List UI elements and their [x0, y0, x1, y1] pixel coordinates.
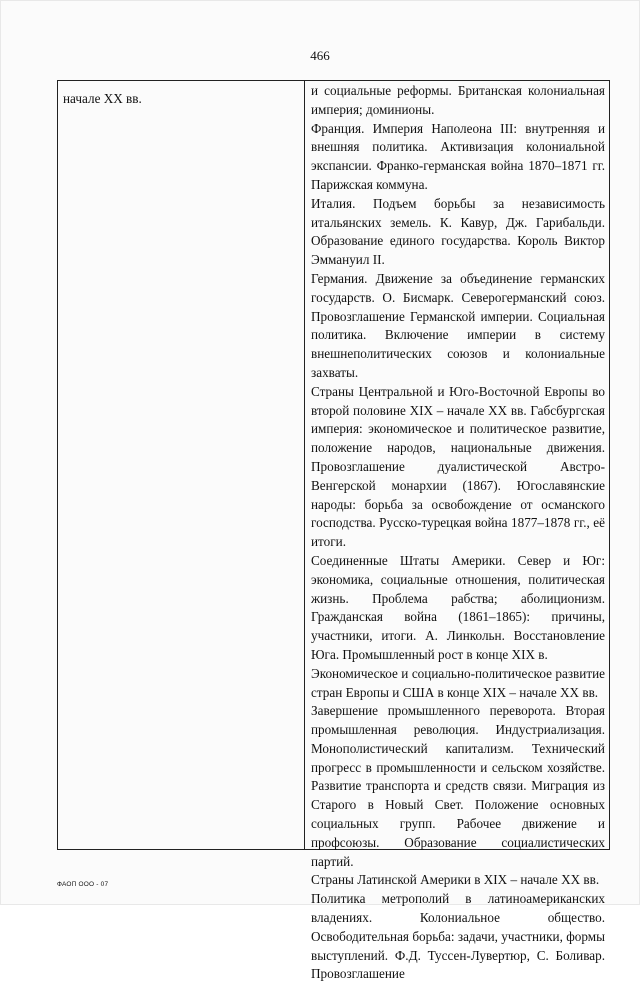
left-cell-text: начале XX вв. [63, 91, 142, 106]
footer-document-code: ФАОП ООО - 07 [57, 881, 109, 888]
page-number: 466 [310, 48, 330, 63]
paragraph-industrial-revolution: Завершение промышленного переворота. Вторая промышленная революция. Индустриализация. Монополистический капитализм. Технический прогресс в промышленности и сельском хозяйстве. Развитие транспорта и средств связи. Миграция из Старого в Новый Свет. Положение основных социальных групп. Рабочее движение и профсоюзы. Образование социалистических партий. [311, 703, 605, 869]
paragraph-usa: Соединенные Штаты Америки. Север и Юг: экономика, социальные отношения, политическая жизнь. Проблема рабства; аболиционизм. Гражданская война (1861–1865): причины, участники, итоги. А. Линкольн. Восстановление Юга. Промышленный рост в конце XIX в. [311, 552, 605, 662]
paragraph-france: Франция. Империя Наполеона III: внутренняя и внешняя политика. Активизация колониальной экспансии. Франко-германская война 1870–1871 гг. Парижская коммуна. [311, 120, 605, 192]
column-divider [304, 81, 305, 849]
paragraph-italy: Италия. Подъем борьбы за независимость итальянских земель. К. Кавур, Дж. Гарибальди. Образование единого государства. Король Виктор Эммануил II. [311, 195, 605, 268]
paragraph-germany: Германия. Движение за объединение германских государств. О. Бисмарк. Северогерманский союз. Провозглашение Германской империи. Социальная политика. Включение империи в систему внешнеполитических союзов и колониальные захваты. [311, 270, 605, 380]
paragraph-economic-heading: Экономическое и социально-политическое развитие стран Европы и США в конце XIX – начале XX вв. [311, 665, 605, 700]
paragraph-latin-america-heading: Страны Латинской Америки в XIX – начале XX вв. [311, 872, 600, 888]
paragraph-central-europe: Страны Центральной и Юго-Восточной Европы во второй половине XIX – начале XX вв. Габсбургская империя: экономическое и политическое развитие, положение народов, национальные движения. Провозглашение дуалистической Австро-Венгерской монархии (1867). Югославянские народы: борьба за освобождение от османского господства. Русско-турецкая война 1877–1878 гг., её итоги. [311, 383, 605, 550]
right-cell-text [311, 82, 605, 984]
paragraph-british-empire: и социальные реформы. Британская колониальная империя; доминионы. [311, 83, 605, 117]
paragraph-latin-america: Политика метрополий в латиноамериканских владениях. Колониальное общество. Освободительная борьба: задачи, участники, формы выступлений. Ф.Д. Туссен-Лувертюр, С. Боливар. Провозглашение [311, 891, 605, 982]
